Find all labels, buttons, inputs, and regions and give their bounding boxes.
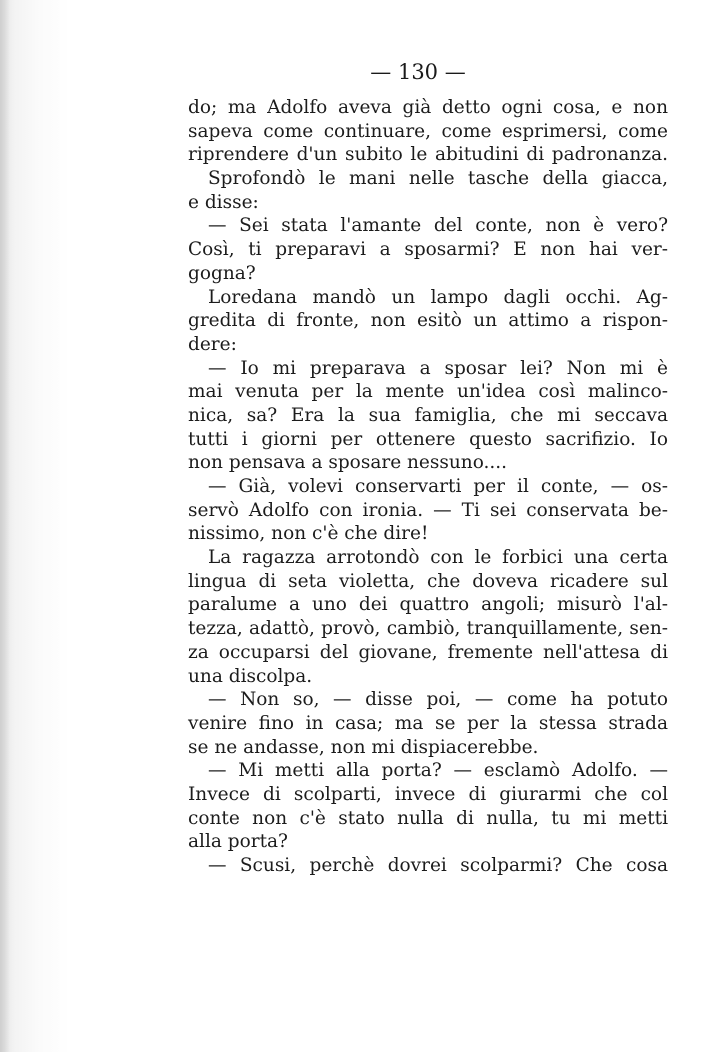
text-line: alla porta? — [188, 831, 288, 853]
body-text — [188, 96, 668, 878]
text-line: dere: — [188, 333, 237, 355]
text-line: sapeva come continuare, come esprimersi, come — [188, 120, 668, 142]
text-line: tutti i giorni per ottenere questo sacrifizio. Io — [188, 428, 668, 450]
text-line: venire fino in casa; ma se per la stessa strada — [188, 712, 668, 734]
text-line: Invece di scolparti, invece di giurarmi che col — [188, 783, 668, 805]
text-line: gogna? — [188, 262, 256, 284]
text-line: paralume a uno dei quattro angoli; misurò l'al- — [188, 594, 668, 616]
text-line: mai venuta per la mente un'idea così malinco- — [188, 381, 668, 403]
text-line: una discolpa. — [188, 665, 313, 687]
text-line: nica, sa? Era la sua famiglia, che mi seccava — [188, 404, 668, 426]
text-line: — Io mi preparava a sposar lei? Non mi è — [208, 357, 668, 379]
text-line: Sprofondò le mani nelle tasche della giacca, — [208, 168, 668, 190]
text-line: La ragazza arrotondò con le forbici una certa — [208, 547, 668, 569]
text-line: do; ma Adolfo aveva già detto ogni cosa, e non — [188, 97, 668, 118]
text-line: — Mi metti alla porta? — esclamò Adolfo. — — [208, 760, 668, 782]
text-line: conte non c'è stato nulla di nulla, tu mi metti — [188, 807, 668, 829]
text-line: nissimo, non c'è che dire! — [188, 523, 429, 545]
text-line: gredita di fronte, non esitò un attimo a rispon- — [188, 310, 668, 332]
text-line: se ne andasse, non mi dispiacerebbe. — [188, 736, 539, 758]
text-line: tezza, adattò, provò, cambiò, tranquillamente, sen- — [188, 618, 668, 640]
text-line: — Sei stata l'amante del conte, non è vero? — [208, 215, 668, 237]
text-line: servò Adolfo con ironia. — Ti sei conservata be- — [188, 499, 668, 521]
text-line: — Scusi, perchè dovrei scolparmi? Che cosa — [208, 855, 668, 876]
text-line: lingua di seta violetta, che doveva ricadere sul — [188, 570, 668, 592]
text-line: — Già, volevi conservarti per il conte, — os- — [208, 476, 668, 497]
text-line: non pensava a sposare nessuno.... — [188, 452, 508, 474]
page-edge-shadow — [0, 0, 10, 1052]
text-line: e disse: — [188, 191, 259, 213]
text-line: Loredana mandò un lampo dagli occhi. Ag- — [208, 286, 668, 308]
text-line: za occuparsi del giovane, fremente nell'attesa di — [188, 641, 668, 663]
text-line: Così, ti preparavi a sposarmi? E non hai ver- — [188, 239, 668, 261]
text-line: riprendere d'un subito le abitudini di padronanza. — [188, 144, 668, 166]
page-number: — 130 — — [370, 60, 466, 84]
text-line: — Non so, — disse poi, — come ha potuto — [208, 689, 668, 711]
